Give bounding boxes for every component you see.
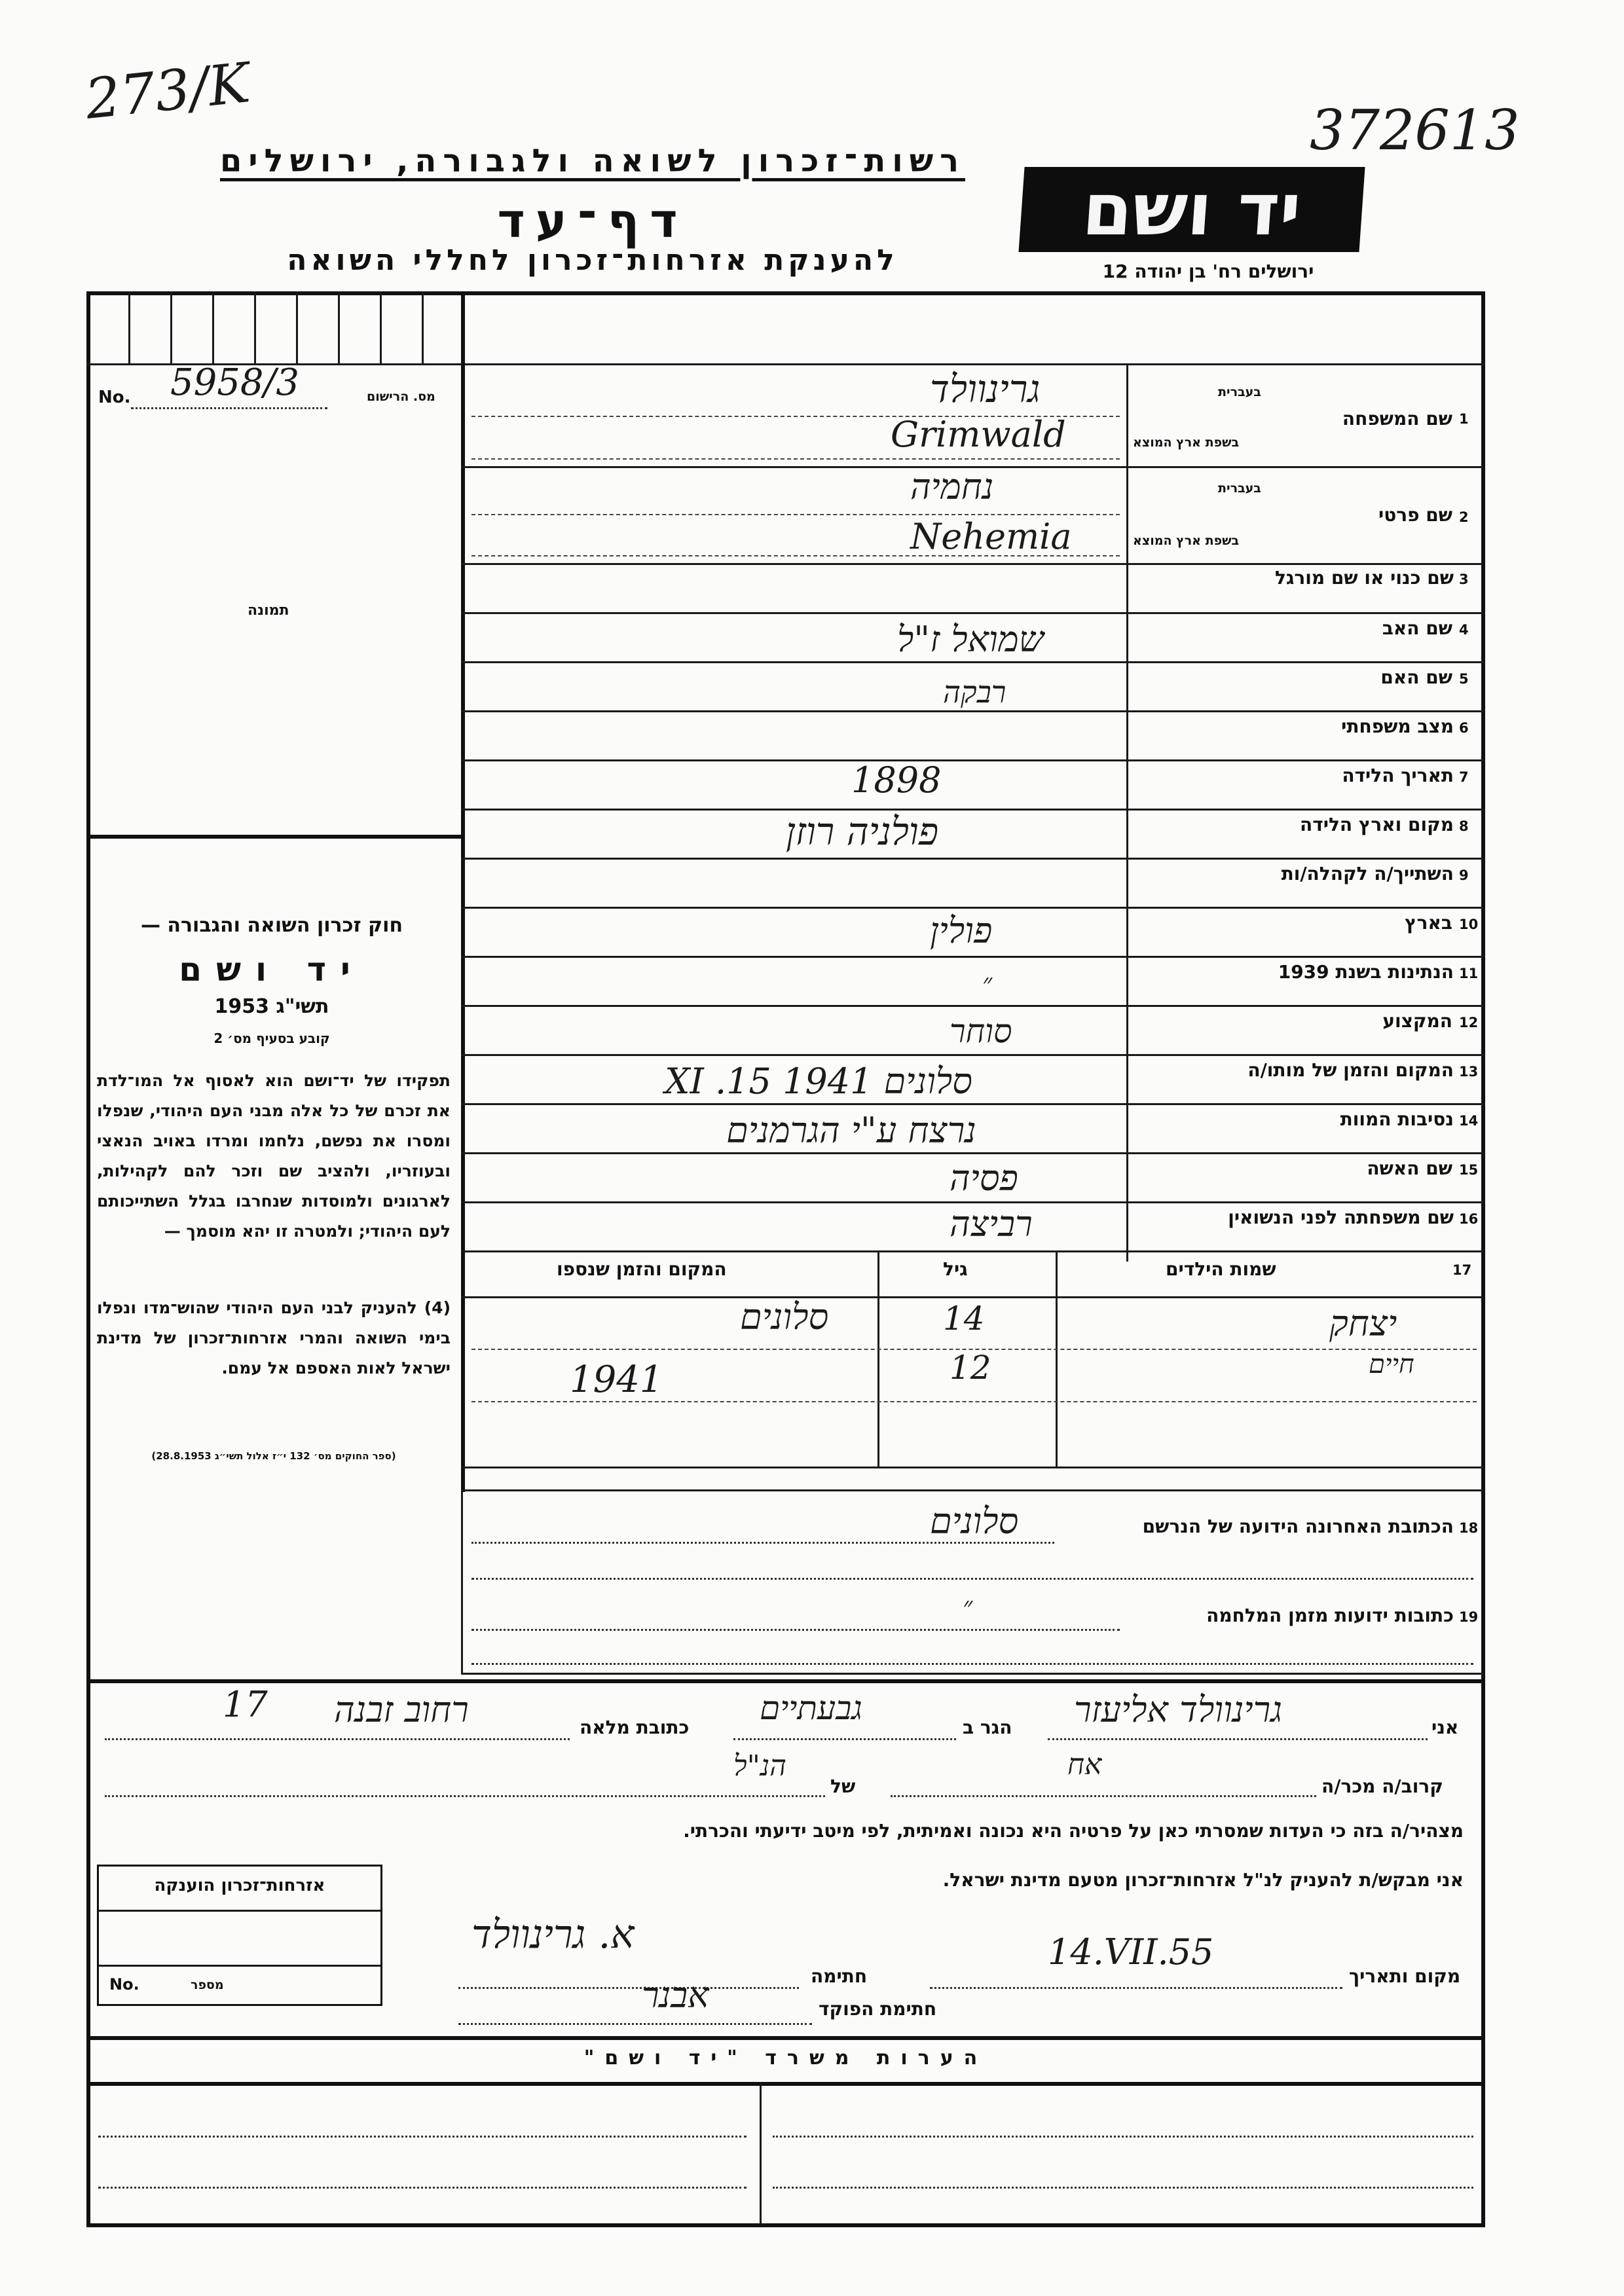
field-label-citizenship-1939: הנתינות בשנת 1939 <box>1278 961 1454 983</box>
field-label-family-name: שם המשפחה <box>1342 408 1452 429</box>
field-label-death-circumstances: נסיבות המוות <box>1340 1108 1454 1130</box>
row-number: 4 <box>1459 622 1469 638</box>
authority-line: רשות־זכרון לשואה ולגבורה, ירושלים <box>219 143 966 179</box>
of-name: הנ"ל <box>733 1749 786 1783</box>
row-number: 7 <box>1459 769 1469 785</box>
field-value-death-place-time: סלונים 1941 XI .15 <box>665 1061 972 1102</box>
certificate-box <box>97 1865 382 2006</box>
law-title: חוק זכרון השואה והגבורה — <box>140 914 403 937</box>
row-number: 17 <box>1452 1262 1472 1278</box>
field-value-wife-maiden-name: רביצה <box>950 1203 1033 1245</box>
child-name: חיים <box>1369 1349 1414 1379</box>
child-age: 14 <box>943 1300 985 1338</box>
certificate-number-label: מספר <box>191 1978 224 1992</box>
field-label-first-name: שם פרטי <box>1378 504 1452 526</box>
law-clause: קובע בסעיף מס׳ 2 <box>213 1030 330 1046</box>
row-number: 3 <box>1459 572 1469 587</box>
children-col-age: גיל <box>943 1258 968 1280</box>
wartime-address-value: ״ <box>963 1592 973 1622</box>
registration-label: מס. הרישום <box>367 390 435 404</box>
law-name: יד ושם <box>179 951 365 989</box>
law-text-main: תפקידו של יד־ושם הוא לאסוף אל המו־לדת את זכרם של כל אלה מבני העם היהודי, שנפלו ומסרו את נפשם, נלחמו ומרדו באויב הנאצי ובעוזריו, ולהציב שם וזכר להם לקהילות, לארגונים ולמוסדות שנחרבו בגלל השתייכותם לעם היהודי; ולמטרה זו יהא מוסמך — <box>97 1071 451 1241</box>
place-date-value: 14.VII.55 <box>1048 1931 1214 1973</box>
field-value-birth-date: 1898 <box>851 759 942 801</box>
row-number: 11 <box>1459 966 1479 981</box>
children-col-place: המקום והזמן שנספו <box>557 1258 727 1280</box>
children-col-names: שמות הילדים <box>1166 1258 1276 1280</box>
field-value-death-circumstances: נרצח ע"י הגרמנים <box>726 1110 976 1151</box>
left-column-divider <box>461 291 465 1492</box>
logo-address: ירושלים רח' בן יהודה 12 <box>1102 261 1314 282</box>
wartime-address-label: כתובות ידועות מזמן המלחמה <box>1206 1605 1454 1626</box>
field-value-first-name-hebrew: נחמיה <box>910 466 994 507</box>
field-label-father-name: שם האב <box>1382 617 1452 639</box>
field-sub-origin: בשפת ארץ המוצא <box>1133 534 1240 548</box>
office-notes-top-rule <box>86 2036 1485 2040</box>
registration-number: 5958/3 <box>170 361 300 404</box>
row-number: 1 <box>1459 411 1469 427</box>
office-notes-header-rule <box>86 2082 1485 2086</box>
field-label-profession: המקצוע <box>1382 1010 1452 1032</box>
row-number: 8 <box>1459 818 1469 834</box>
handwritten-file-code: 273/K <box>82 50 253 132</box>
row-number: 5 <box>1459 671 1469 687</box>
row-number: 2 <box>1459 509 1469 525</box>
field-label-nickname: שם כנוי או שם מורגל <box>1274 567 1454 589</box>
field-value-birth-place: פולניה רוזן <box>786 809 939 854</box>
child-place: סלונים <box>740 1296 829 1338</box>
field-label-wife-maiden-name: שם משפחתה לפני הנשואין <box>1228 1207 1454 1228</box>
field-label-mother-name: שם האם <box>1380 666 1452 688</box>
field-label-community: השתייך/ה לקהלה/ות <box>1281 863 1454 884</box>
relation-value: אח <box>1067 1748 1102 1781</box>
row-number: 16 <box>1459 1211 1479 1227</box>
resident-label: הגר ב <box>963 1717 1012 1738</box>
officer-signature: אבנר <box>642 1975 709 2016</box>
child-name: יצחק <box>1329 1303 1397 1344</box>
child-place: 1941 <box>570 1358 663 1401</box>
row-number: 6 <box>1459 720 1469 736</box>
law-text-clause-4: (4) להעניק לבני העם היהודי שהוש־מדו ונפלו בימי השואה והמרי אזרחות־זכרון של מדינת ישראל לאות האספם אל עמם. <box>97 1298 451 1377</box>
yad-vashem-logo <box>1018 167 1365 252</box>
row-number: 19 <box>1459 1609 1479 1625</box>
field-label-death-place-time: המקום והזמן של מותו/ה <box>1247 1059 1454 1081</box>
photo-box-bottom <box>86 835 464 839</box>
declarant-name: גרינוולד אליעזר <box>1074 1689 1282 1730</box>
field-value-family-name-origin: Grimwald <box>891 414 1066 455</box>
request-text: אני מבקש/ת להעניק לנ"ל אזרחות־זכרון מטעם מדינת ישראל. <box>942 1869 1464 1891</box>
resident-value: גבעתיים <box>760 1689 862 1727</box>
row-number: 18 <box>1459 1520 1479 1536</box>
field-value-profession: סוחר <box>950 1012 1012 1050</box>
field-sub-hebrew: בעברית <box>1218 481 1261 496</box>
row-number: 9 <box>1459 867 1469 883</box>
row-number: 13 <box>1459 1064 1479 1080</box>
handwritten-record-number: 372613 <box>1310 98 1520 162</box>
full-address-label: כתובת מלאה <box>580 1717 690 1738</box>
full-address-value: רחוב זבנה <box>334 1689 469 1730</box>
signature-label: חתימה <box>811 1965 868 1987</box>
row-number: 14 <box>1459 1113 1479 1129</box>
field-label-family-status: מצב משפחתי <box>1341 716 1454 737</box>
form-title: דף־עד <box>497 193 688 248</box>
field-value-mother-name: רבקה <box>943 674 1006 710</box>
house-number: 17 <box>223 1684 268 1725</box>
photo-label: תמונה <box>248 602 289 619</box>
no-label: No. <box>98 388 131 407</box>
field-label-country: בארץ <box>1405 912 1452 934</box>
row-number: 10 <box>1459 917 1479 932</box>
office-notes-title: הערות משרד "יד ושם" <box>583 2047 988 2069</box>
field-label-wife-name: שם האשה <box>1367 1157 1452 1179</box>
declarant-ani: אני <box>1431 1717 1459 1738</box>
officer-signature-label: חתימת הפוקד <box>819 1998 937 2020</box>
child-age: 12 <box>950 1349 991 1387</box>
certificate-no-label: No. <box>109 1975 139 1994</box>
field-value-citizenship-1939: ״ <box>982 968 993 998</box>
field-value-father-name: שמואל ז"ל <box>897 619 1044 660</box>
law-year: תשי"ג 1953 <box>214 995 329 1018</box>
law-footnote: (ספר החוקים מס׳ 132 י״ז אלול תשי״ג 28.8.1953) <box>151 1450 396 1462</box>
field-value-family-name-hebrew: גרינוולד <box>930 367 1041 411</box>
field-label-birth-date: תאריך הלידה <box>1342 765 1454 786</box>
of-label: של <box>830 1776 856 1797</box>
label-column-divider <box>1126 363 1128 1262</box>
declaration-text: מצהיר/ה בזה כי העדות שמסרתי כאן על פרטיה היא נכונה ואמיתית, לפי מיטב ידיעתי והכרתי. <box>683 1820 1464 1842</box>
declaration-top-rule <box>86 1679 1485 1683</box>
declarant-signature: א. גרינוולד <box>471 1912 635 1958</box>
field-value-country: פולין <box>930 910 993 951</box>
field-sub-hebrew: בעברית <box>1218 385 1261 399</box>
row-number: 15 <box>1459 1162 1479 1178</box>
logo-text: יד ושם <box>1079 168 1304 251</box>
place-date-label: מקום ותאריך <box>1349 1965 1461 1987</box>
last-address-value: סלונים <box>930 1501 1019 1542</box>
relative-label: קרוב/ה מכר/ה <box>1321 1776 1443 1797</box>
field-label-birth-place: מקום וארץ הלידה <box>1300 814 1454 835</box>
form-subtitle: להענקת אזרחות־זכרון לחללי השואה <box>287 244 898 277</box>
field-sub-origin: בשפת ארץ המוצא <box>1133 435 1240 450</box>
certificate-title: אזרחות־זכרון הוענקה <box>154 1876 325 1895</box>
field-value-first-name-origin: Nehemia <box>910 516 1072 557</box>
last-address-label: הכתובת האחרונה הידועה של הנרשם <box>1142 1516 1454 1537</box>
office-notes-divider <box>760 2082 762 2223</box>
row-number: 12 <box>1459 1015 1479 1030</box>
field-value-wife-name: פסיה <box>950 1157 1018 1199</box>
